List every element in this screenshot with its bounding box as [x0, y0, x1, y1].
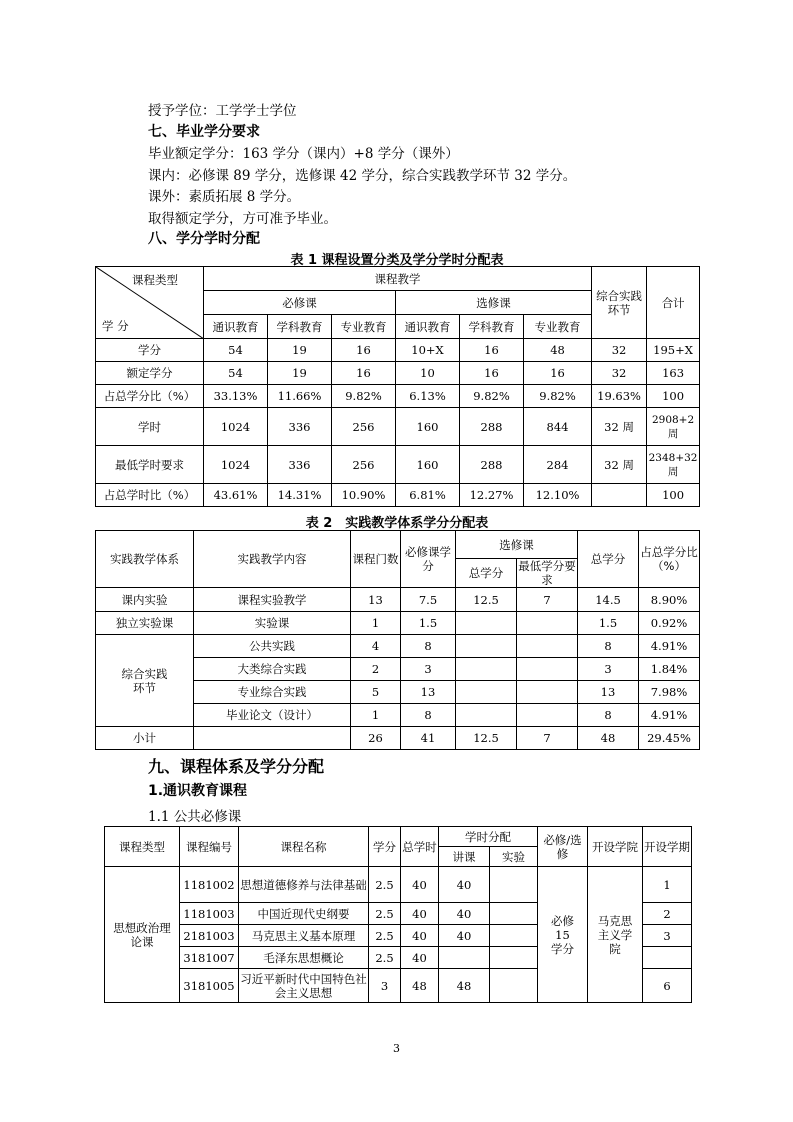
table-cell: 1.84%	[639, 658, 700, 681]
table-cell: 中国近现代史纲要	[239, 903, 369, 925]
department-cell: 马克思主义学院	[588, 867, 643, 1003]
page-number: 3	[393, 1042, 400, 1055]
credit-note: 取得额定学分，方可准予毕业。	[148, 211, 337, 227]
required-elective-header: 必修/选修	[538, 827, 588, 867]
table-cell: 14.31%	[268, 484, 332, 507]
table-cell	[517, 681, 578, 704]
table-cell: 9.82%	[524, 385, 592, 408]
table-cell: 40	[401, 925, 439, 947]
table-cell: 马克思主义基本原理	[239, 925, 369, 947]
required-credit-header: 必修课学分	[401, 531, 456, 588]
table-cell: 54	[204, 339, 268, 362]
table-cell: 1024	[204, 408, 268, 446]
table-cell: 6	[643, 969, 692, 1003]
table-cell: 0.92%	[639, 612, 700, 635]
table-cell: 毕业论文（设计）	[194, 704, 351, 727]
table-cell: 大类综合实践	[194, 658, 351, 681]
table-cell: 2	[351, 658, 401, 681]
table-cell: 2.5	[369, 903, 401, 925]
table-cell: 32	[592, 339, 647, 362]
table-cell: 256	[332, 408, 396, 446]
table-cell: 29.45%	[639, 727, 700, 750]
table-cell: 1	[351, 704, 401, 727]
credit-requirement: 毕业额定学分：163 学分（课内）+8 学分（课外）	[148, 146, 459, 162]
table-cell: 9.82%	[332, 385, 396, 408]
table-cell: 6.13%	[396, 385, 460, 408]
table-cell: 2.5	[369, 867, 401, 903]
elective-total-header: 总学分	[456, 559, 517, 588]
table1-caption: 表 1 课程设置分类及学分学时分配表	[290, 253, 504, 268]
table-cell: 8.90%	[639, 588, 700, 612]
row-label: 占总学时比（%）	[96, 484, 204, 507]
table-cell: 26	[351, 727, 401, 750]
practice-header: 综合实践环节	[592, 267, 647, 339]
subheader: 通识教育	[396, 315, 460, 339]
table-cell: 54	[204, 362, 268, 385]
table-cell: 48	[401, 969, 439, 1003]
table-row	[96, 484, 700, 507]
table-cell: 1	[351, 612, 401, 635]
table-row	[96, 635, 700, 658]
subheader: 通识教育	[204, 315, 268, 339]
department-header: 开设学院	[588, 827, 643, 867]
table-cell: 2348+32 周	[647, 446, 700, 484]
section-9-1-title: 1.通识教育课程	[148, 783, 248, 799]
table-row	[96, 362, 700, 385]
lecture-header: 讲课	[439, 847, 490, 867]
table-cell: 19	[268, 362, 332, 385]
table-cell	[517, 658, 578, 681]
table-cell	[456, 681, 517, 704]
ratio-header: 占总学分比（%）	[639, 531, 700, 588]
table-cell: 16	[460, 339, 524, 362]
section-8-title: 八、学分学时分配	[148, 231, 260, 247]
table-cell: 13	[351, 588, 401, 612]
table-cell: 2908+2周	[647, 408, 700, 446]
table-cell: 284	[524, 446, 592, 484]
table-cell: 1024	[204, 446, 268, 484]
table-cell: 课程实验教学	[194, 588, 351, 612]
table-cell: 256	[332, 446, 396, 484]
row-label: 综合实践环节	[96, 635, 194, 727]
table-cell: 7	[517, 588, 578, 612]
table-cell: 10+X	[396, 339, 460, 362]
table-cell: 16	[524, 362, 592, 385]
table-cell: 19.63%	[592, 385, 647, 408]
name-header: 课程名称	[239, 827, 369, 867]
table-cell	[517, 704, 578, 727]
row-label: 占总学分比（%）	[96, 385, 204, 408]
table-cell: 1	[643, 867, 692, 903]
table-row	[96, 408, 700, 446]
table-cell: 288	[460, 408, 524, 446]
table-cell: 100	[647, 385, 700, 408]
subheader: 专业教育	[524, 315, 592, 339]
required-header: 必修课	[204, 291, 396, 315]
table-cell: 1.5	[401, 612, 456, 635]
table-cell: 12.10%	[524, 484, 592, 507]
table-cell	[490, 947, 538, 969]
table-cell: 32	[592, 362, 647, 385]
table-cell	[456, 658, 517, 681]
table-cell: 9.82%	[460, 385, 524, 408]
table-cell: 40	[401, 903, 439, 925]
table-cell: 2.5	[369, 947, 401, 969]
table-cell: 3	[369, 969, 401, 1003]
table-cell: 12.27%	[460, 484, 524, 507]
public-required-course-table	[104, 826, 692, 1003]
table-cell: 3181005	[180, 969, 239, 1003]
table-row	[96, 446, 700, 484]
table-cell: 1.5	[578, 612, 639, 635]
table-cell: 3	[578, 658, 639, 681]
table-cell: 19	[268, 339, 332, 362]
table-cell: 844	[524, 408, 592, 446]
table-cell: 100	[647, 484, 700, 507]
subheader: 学科教育	[268, 315, 332, 339]
diag-top-label: 课程类型	[132, 273, 178, 287]
table-cell	[194, 727, 351, 750]
table-cell: 实验课	[194, 612, 351, 635]
elective-min-header: 最低学分要求	[518, 559, 576, 587]
table-cell	[456, 635, 517, 658]
table-cell: 13	[401, 681, 456, 704]
table-cell	[456, 704, 517, 727]
table-cell: 思想道德修养与法律基础	[239, 867, 369, 903]
table-cell	[490, 925, 538, 947]
table-cell: 4	[351, 635, 401, 658]
table-cell: 8	[401, 704, 456, 727]
table-cell: 公共实践	[194, 635, 351, 658]
credit-in-class: 课内：必修课 89 学分，选修课 42 学分，综合实践教学环节 32 学分。	[148, 168, 577, 184]
table-cell: 3	[401, 658, 456, 681]
table-cell: 4.91%	[639, 635, 700, 658]
table-cell	[456, 612, 517, 635]
table-cell: 40	[439, 867, 490, 903]
table-cell: 8	[578, 704, 639, 727]
system-header: 实践教学体系	[96, 531, 194, 588]
total-credit-header: 总学分	[578, 531, 639, 588]
diag-bottom-label: 学 分	[102, 319, 129, 333]
table-cell: 163	[647, 362, 700, 385]
hours-header: 总学时	[401, 827, 439, 867]
table-cell: 6.81%	[396, 484, 460, 507]
table-row	[96, 727, 700, 750]
table-cell	[517, 612, 578, 635]
table-cell: 12.5	[456, 727, 517, 750]
credit-header: 学分	[369, 827, 401, 867]
table-cell: 10.90%	[332, 484, 396, 507]
content-header: 实践教学内容	[194, 531, 351, 588]
section-7-title: 七、毕业学分要求	[148, 124, 260, 140]
table-cell: 7.98%	[639, 681, 700, 704]
table-cell: 32 周	[592, 446, 647, 484]
table-cell: 48	[578, 727, 639, 750]
table-cell	[490, 969, 538, 1003]
table-cell: 4.91%	[639, 704, 700, 727]
table-row	[105, 867, 692, 903]
course-type-cell: 思想政治理论课	[105, 867, 180, 1003]
table-cell: 7.5	[401, 588, 456, 612]
table2-caption: 表 2 实践教学体系学分分配表	[305, 516, 489, 531]
table-cell: 40	[401, 867, 439, 903]
subheader: 学科教育	[460, 315, 524, 339]
hours-distribution-header: 学时分配	[439, 827, 538, 847]
row-label: 额定学分	[96, 362, 204, 385]
total-header: 合计	[647, 267, 700, 339]
credit-distribution-table	[95, 266, 700, 507]
term-header: 开设学期	[643, 827, 692, 867]
table-cell: 11.66%	[268, 385, 332, 408]
table-cell: 195+X	[647, 339, 700, 362]
table-cell: 160	[396, 446, 460, 484]
row-label: 课内实验	[96, 588, 194, 612]
table-cell: 16	[460, 362, 524, 385]
table-cell: 48	[439, 969, 490, 1003]
row-label: 最低学时要求	[96, 446, 204, 484]
count-header: 课程门数	[351, 531, 401, 588]
row-label: 小计	[96, 727, 194, 750]
table-cell: 41	[401, 727, 456, 750]
table-cell: 40	[439, 925, 490, 947]
table-cell: 7	[517, 727, 578, 750]
table-cell: 专业综合实践	[194, 681, 351, 704]
section-9-1-1-title: 1.1 公共必修课	[148, 809, 242, 825]
table-cell: 336	[268, 446, 332, 484]
table-cell	[490, 903, 538, 925]
table-cell: 1181002	[180, 867, 239, 903]
table-cell: 160	[396, 408, 460, 446]
table-cell: 1181003	[180, 903, 239, 925]
diagonal-header-cell	[96, 267, 204, 339]
table-cell: 12.5	[456, 588, 517, 612]
table-cell: 习近平新时代中国特色社会主义思想	[239, 969, 369, 1003]
table-row	[96, 385, 700, 408]
table-cell: 40	[401, 947, 439, 969]
table-cell: 8	[578, 635, 639, 658]
table-cell: 336	[268, 408, 332, 446]
required-cell: 必修15 学分	[538, 867, 588, 1003]
table-row	[96, 339, 700, 362]
elective-header: 选修课	[456, 531, 578, 559]
table-cell: 40	[439, 903, 490, 925]
table-cell: 43.61%	[204, 484, 268, 507]
row-label: 学分	[96, 339, 204, 362]
table-cell: 13	[578, 681, 639, 704]
table-cell: 毛泽东思想概论	[239, 947, 369, 969]
table-cell	[490, 867, 538, 903]
table-row	[96, 612, 700, 635]
table-cell: 32 周	[592, 408, 647, 446]
type-header: 课程类型	[105, 827, 180, 867]
table-cell: 5	[351, 681, 401, 704]
practice-credit-table	[95, 530, 700, 750]
table-cell: 2	[643, 903, 692, 925]
table-cell	[517, 635, 578, 658]
table-cell: 3181007	[180, 947, 239, 969]
subheader: 专业教育	[332, 315, 396, 339]
table-cell: 48	[524, 339, 592, 362]
table-cell: 33.13%	[204, 385, 268, 408]
table-cell	[439, 947, 490, 969]
table-cell: 10	[396, 362, 460, 385]
code-header: 课程编号	[180, 827, 239, 867]
row-label: 独立实验课	[96, 612, 194, 635]
table-cell: 14.5	[578, 588, 639, 612]
table-cell: 3	[643, 925, 692, 947]
elective-header: 选修课	[396, 291, 592, 315]
degree-line: 授予学位：工学学士学位	[148, 103, 297, 119]
row-label: 学时	[96, 408, 204, 446]
table-cell	[592, 484, 647, 507]
table-cell: 2.5	[369, 925, 401, 947]
table-cell: 8	[401, 635, 456, 658]
table-cell	[643, 947, 692, 969]
section-9-title: 九、课程体系及学分分配	[148, 757, 325, 776]
table-row	[96, 588, 700, 612]
table-cell: 288	[460, 446, 524, 484]
table-cell: 2181003	[180, 925, 239, 947]
table-cell: 16	[332, 362, 396, 385]
experiment-header: 实验	[490, 847, 538, 867]
course-teaching-header: 课程教学	[204, 267, 592, 291]
table-cell: 16	[332, 339, 396, 362]
credit-out-class: 课外：素质拓展 8 学分。	[148, 189, 301, 205]
